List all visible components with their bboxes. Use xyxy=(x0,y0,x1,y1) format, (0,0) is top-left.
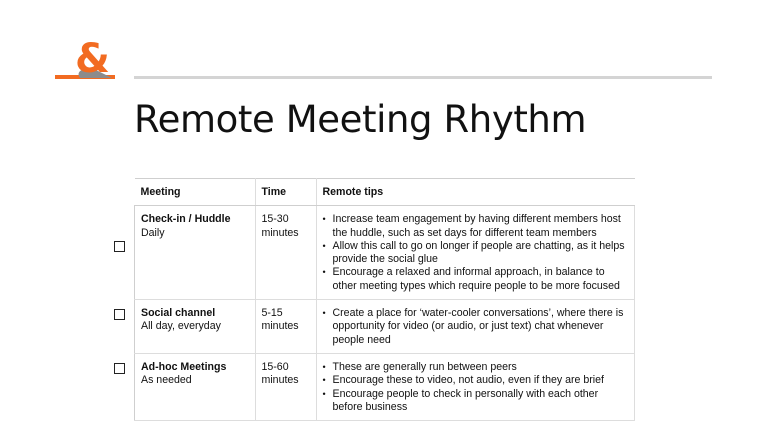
tips-list xyxy=(323,361,629,414)
svg-text:&: & xyxy=(75,36,110,82)
meeting-frequency: As needed xyxy=(141,374,192,387)
meeting-cell xyxy=(135,353,256,420)
checkbox[interactable] xyxy=(114,241,125,252)
ampersand-logo-icon xyxy=(52,30,118,82)
tip-item: • These are generally run between peers xyxy=(323,361,629,374)
table-row xyxy=(135,206,635,300)
time-cell: 15-60 minutes xyxy=(255,353,316,420)
column-header-time: Time xyxy=(255,179,316,206)
meeting-frequency: All day, everyday xyxy=(141,320,221,333)
tip-item: • Create a place for ‘water-cooler conversations’, where there is opportunity for video (or audio, or just text) chat whenever people need xyxy=(323,307,629,347)
time-cell: 5-15 minutes xyxy=(255,300,316,354)
tip-item: • Increase team engagement by having different members host the huddle, such as set days for different team members xyxy=(323,213,629,240)
page-title: Remote Meeting Rhythm xyxy=(134,98,587,141)
checkbox[interactable] xyxy=(114,363,125,374)
tips-list xyxy=(323,307,629,347)
time-cell: 15-30 minutes xyxy=(255,206,316,300)
header-divider xyxy=(134,76,712,79)
table-header-row xyxy=(135,179,635,206)
column-header-remote-tips: Remote tips xyxy=(316,179,635,206)
meeting-rhythm-table xyxy=(134,178,635,421)
table-row xyxy=(135,300,635,354)
meeting-cell xyxy=(135,206,256,300)
checkbox[interactable] xyxy=(114,309,125,320)
meeting-cell xyxy=(135,300,256,354)
meeting-name: Social channel xyxy=(141,307,216,320)
tip-item: • Allow this call to go on longer if people are chatting, as it helps provide the social glue xyxy=(323,240,629,267)
meeting-name: Ad-hoc Meetings xyxy=(141,360,227,373)
table-row xyxy=(135,353,635,420)
meeting-table-container xyxy=(134,178,632,421)
tips-list xyxy=(323,213,629,293)
tips-cell xyxy=(316,206,635,300)
meeting-frequency: Daily xyxy=(141,226,165,239)
meeting-name: Check-in / Huddle xyxy=(141,213,231,226)
tip-item: • Encourage people to check in personally with each other before business xyxy=(323,388,629,415)
tips-cell xyxy=(316,300,635,354)
column-header-meeting: Meeting xyxy=(135,179,256,206)
tips-cell xyxy=(316,353,635,420)
tip-item: • Encourage a relaxed and informal approach, in balance to other meeting types which require people to be more focused xyxy=(323,266,629,293)
tip-item: • Encourage these to video, not audio, even if they are brief xyxy=(323,374,629,387)
